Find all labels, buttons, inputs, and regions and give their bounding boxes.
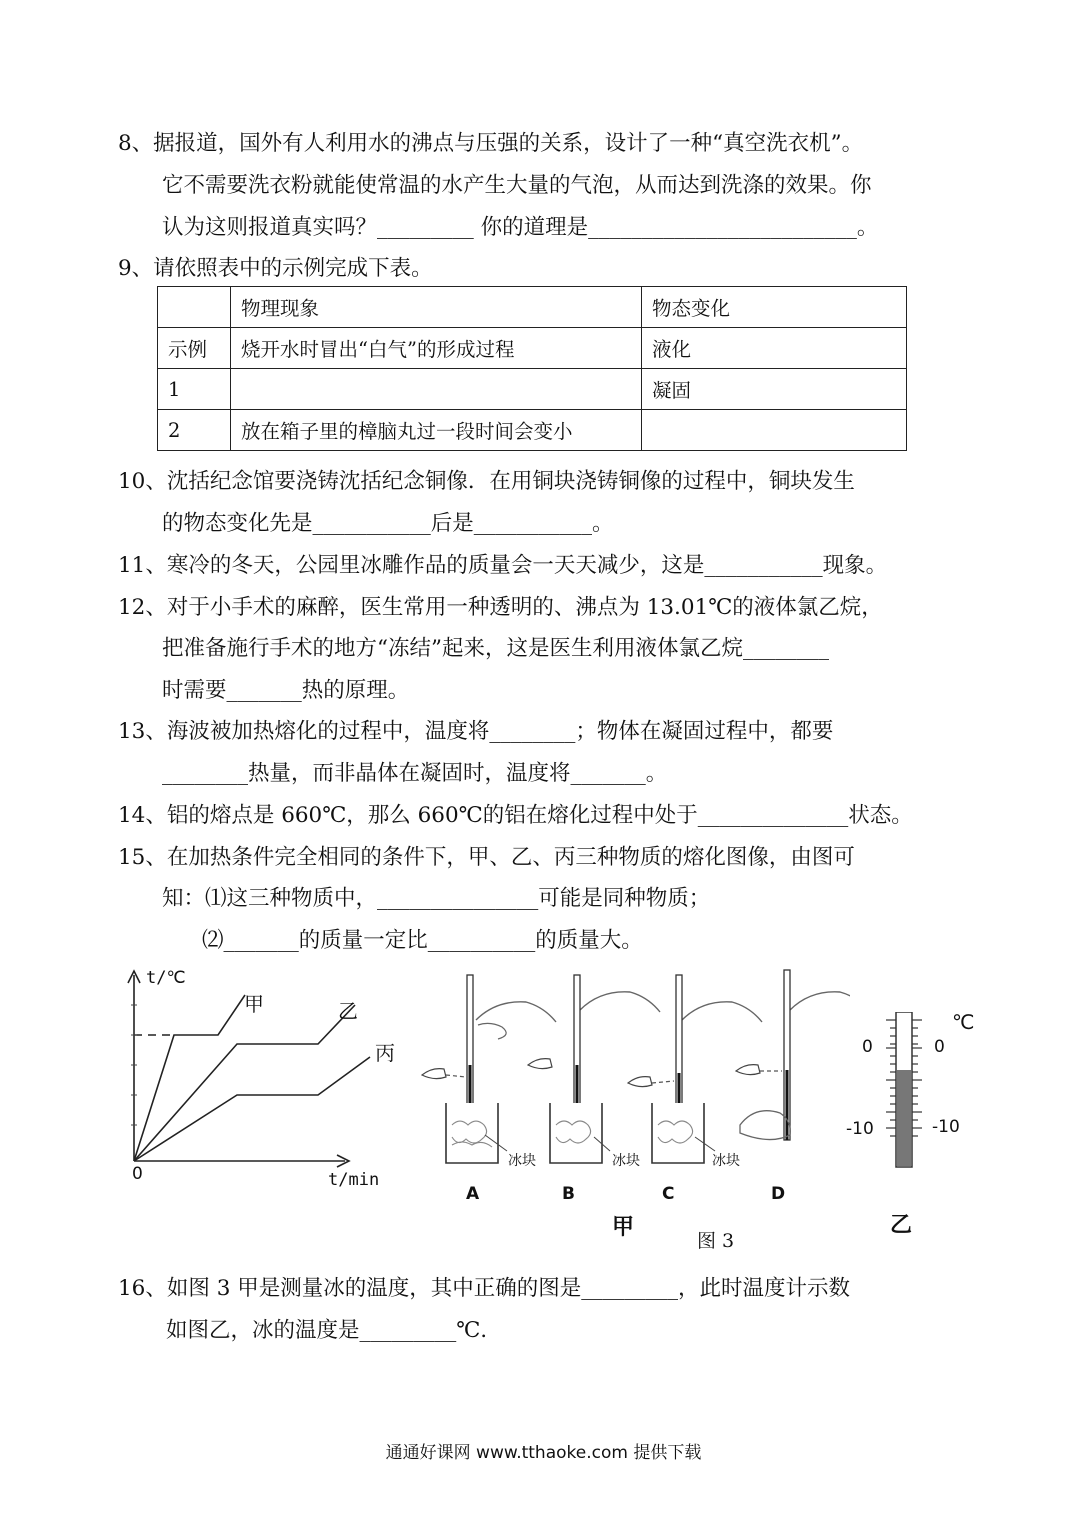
page-footer: 通通好课网 www.tthaoke.com 提供下载 [385,1443,702,1463]
table-cell: 2 [158,410,231,451]
thermometer-scale [880,1012,940,1177]
table-cell: 物态变化 [642,287,907,328]
origin-label: 0 [132,1164,143,1184]
panel-label-c: C [662,1184,675,1204]
table-cell: 烧开水时冒出“白气”的形成过程 [231,328,642,369]
table-cell: 液化 [642,328,907,369]
curve-bing [134,1057,370,1161]
table-cell [158,287,231,328]
scale-left-tick-0: 0 [862,1037,873,1057]
q8-line3: 认为这则报道真实吗？_________ 你的道理是_________________________。 [162,215,879,240]
q9-table [157,286,907,451]
table-cell [642,410,907,451]
q12-line3: 时需要_______热的原理。 [162,678,410,703]
scale-right-tick-0: 0 [934,1037,945,1057]
panel-label-d: D [771,1184,786,1204]
table-cell: 凝固 [642,369,907,410]
table-cell: 物理现象 [231,287,642,328]
mercury-column [897,1070,911,1166]
q9-title: 9、请依照表中的示例完成下表。 [118,256,433,281]
q12-line1: 12、对于小手术的麻醉，医生常用一种透明的、沸点为 13.01℃的液体氯乙烷， [118,595,883,620]
eye-icon [628,1077,652,1087]
q15-line1: 15、在加热条件完全相同的条件下，甲、乙、丙三种物质的熔化图像，由图可 [118,845,855,870]
group-label-yi: 乙 [890,1213,913,1238]
panel-label-a: A [466,1184,480,1204]
melting-graph [120,965,410,1195]
table-cell [231,369,642,410]
hand-icon [790,992,850,1012]
hand-icon [580,992,660,1012]
q8-line2: 它不需要洗衣粉就能使常温的水产生大量的气泡，从而达到洗涤的效果。你 [162,173,872,198]
q8-line1: 8、据报道，国外有人利用水的沸点与压强的关系，设计了一种“真空洗衣机”。 [118,131,864,156]
curve-label-yi: 乙 [338,999,358,1023]
q10-line1: 10、沈括纪念馆要浇铸沈括纪念铜像．在用铜块浇铸铜像的过程中，铜块发生 [118,469,855,494]
q15-line2: 知：⑴这三种物质中，_______________可能是同种物质； [162,886,711,911]
panel-label-b: B [562,1184,575,1204]
eye-icon [422,1069,446,1079]
panel-d [736,970,850,1140]
scale-right-tick-minus10: -10 [932,1117,960,1137]
figure-caption: 图 3 [697,1230,735,1252]
q14-line1: 14、铝的熔点是 660℃，那么 660℃的铝在熔化过程中处于______________状态。 [118,803,913,828]
q15-line3: ⑵_______的质量一定比__________的质量大。 [202,928,643,953]
table-row [158,328,907,369]
eye-icon [528,1059,552,1069]
q11-line1: 11、寒冷的冬天，公园里冰雕作品的质量会一天天减少，这是___________现象。 [118,553,888,578]
hand-icon [476,1002,556,1022]
ice-label-b: 冰块 [612,1153,640,1169]
hand-icon [740,1111,790,1140]
beaker [446,1103,498,1163]
curve-jia [134,995,245,1161]
table-row [158,287,907,328]
table-row [158,410,907,451]
scale-unit: ℃ [952,1010,975,1034]
q10-line2: 的物态变化先是___________后是___________。 [162,511,614,536]
q12-line2: 把准备施行手术的地方“冻结”起来，这是医生利用液体氯乙烷________ [162,636,829,661]
x-axis-label: t/min [328,1170,380,1190]
table-cell: 示例 [158,328,231,369]
eye-icon [736,1065,760,1075]
table-row [158,369,907,410]
table-cell: 1 [158,369,231,410]
scale-left-tick-minus10: -10 [846,1119,874,1139]
q13-line1: 13、海波被加热熔化的过程中，温度将________；物体在凝固过程中，都要 [118,719,834,744]
ice-label-a: 冰块 [508,1153,536,1169]
q13-line2: ________热量，而非晶体在凝固时，温度将_______。 [162,761,668,786]
y-axis-label: t/℃ [146,968,186,988]
curve-label-jia: 甲 [244,992,264,1016]
beaker [550,1103,602,1163]
group-label-jia: 甲 [612,1215,635,1240]
beaker [652,1103,704,1163]
curve-yi [134,1005,355,1161]
curve-label-bing: 丙 [375,1041,395,1065]
hand-icon [682,1002,762,1022]
panel-b [528,975,660,1163]
ice-label-c: 冰块 [712,1153,740,1169]
thermometer-experiments [410,965,850,1180]
table-cell: 放在箱子里的樟脑丸过一段时间会变小 [231,410,642,451]
q16-line1: 16、如图 3 甲是测量冰的温度，其中正确的图是_________，此时温度计示数 [118,1276,850,1301]
q16-line2: 如图乙，冰的温度是_________℃. [166,1318,488,1343]
panel-a [422,975,556,1163]
